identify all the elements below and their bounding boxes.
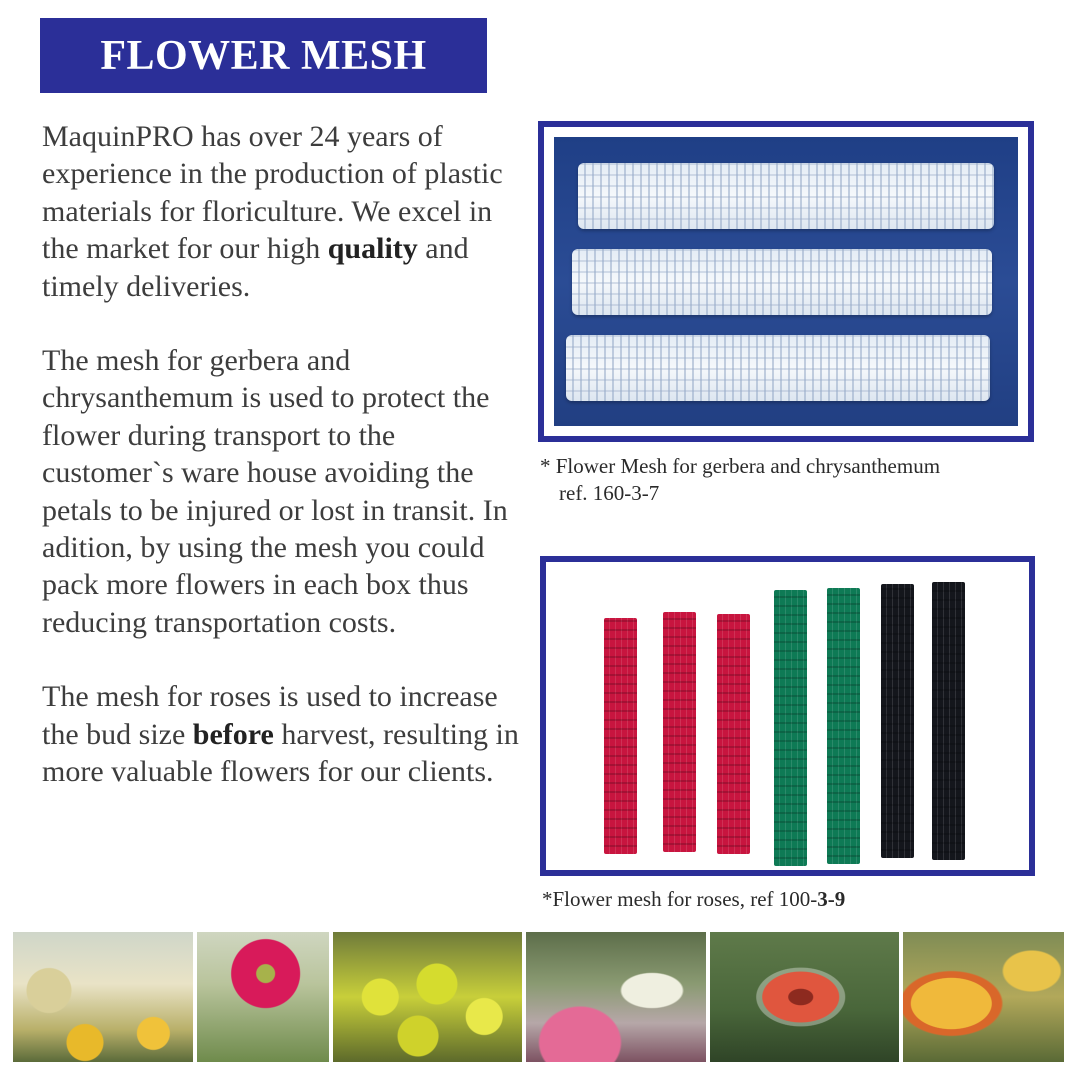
green-mesh-strip: [827, 588, 860, 864]
gerbera-caption-ref: ref. 160-3-7: [559, 481, 660, 505]
intro-text-b: and timely deliveries.: [42, 232, 469, 303]
mesh-photo-background: [554, 137, 1018, 426]
roses-caption-text: *Flower mesh for roses, ref 100-: [542, 887, 818, 911]
title-banner: [40, 18, 487, 93]
white-mesh-strip: [572, 249, 992, 315]
black-mesh-strip: [932, 582, 965, 860]
yellow-gerbera-photo: [13, 932, 193, 1062]
intro-text-bold: quality: [327, 232, 418, 266]
roses-paragraph: [42, 678, 532, 790]
roses-mesh-photo: [540, 556, 1035, 876]
pink-rose-greenhouse-photo: [526, 932, 706, 1062]
green-mesh-strip: [774, 590, 807, 866]
roses-text-b: harvest, resulting in more valuable flowers for our clients.: [42, 717, 519, 789]
black-mesh-strip: [881, 584, 914, 858]
body-text: [42, 118, 532, 828]
gerbera-caption-line1: * Flower Mesh for gerbera and chrysanthemum: [540, 454, 941, 478]
orange-rose-in-mesh-photo: [903, 932, 1064, 1062]
red-mesh-strip: [717, 614, 750, 854]
intro-paragraph: [42, 118, 532, 305]
gerbera-paragraph: The mesh for gerbera and chrysanthemum is used to protect the flower during transport to the customer`s ware house avoiding the petals to be injured or lost in transit. In adition, by using the mesh you could pack more flowers in each box thus reducing transportation costs.: [42, 344, 508, 639]
pink-gerbera-photo: [197, 932, 329, 1062]
red-mesh-strip: [604, 618, 637, 854]
page-title: FLOWER MESH: [100, 32, 427, 79]
red-mesh-strip: [663, 612, 696, 852]
gerbera-mesh-photo: [538, 121, 1034, 442]
gerbera-caption: [540, 453, 1060, 507]
roses-caption-ref: 3-9: [817, 887, 846, 911]
yellow-chrysanthemum-photo: [333, 932, 522, 1062]
flower-gallery: [13, 932, 1066, 1062]
intro-text-a: MaquinPRO has over 24 years of experience in the production of plastic materials for floriculture. We excel in the market for our high: [42, 120, 503, 266]
white-mesh-strip: [566, 335, 990, 401]
roses-text-bold: before: [192, 717, 274, 751]
white-mesh-strip: [578, 163, 994, 229]
red-rose-bud-in-mesh-photo: [710, 932, 899, 1062]
roses-text-a: The mesh for roses is used to increase the bud size: [42, 680, 498, 751]
roses-caption: [542, 886, 1062, 913]
